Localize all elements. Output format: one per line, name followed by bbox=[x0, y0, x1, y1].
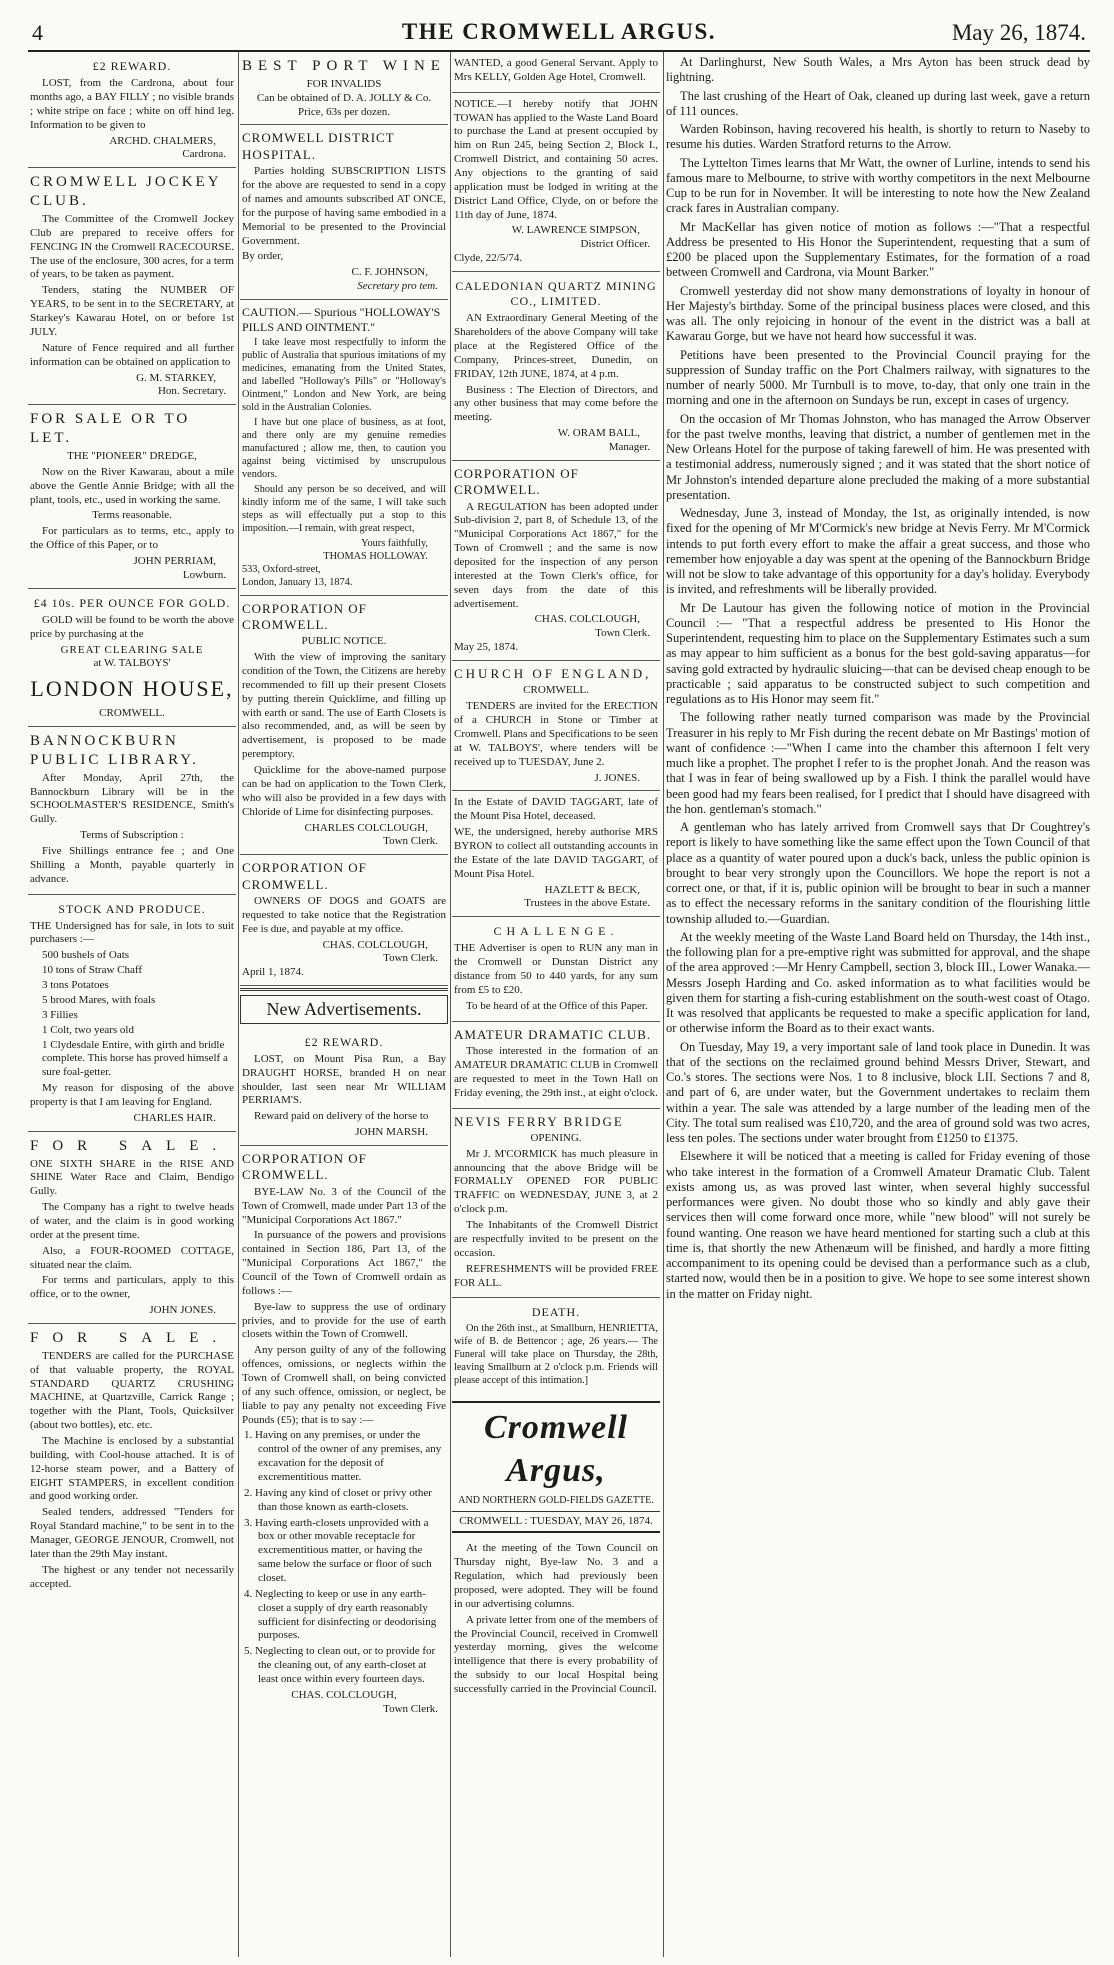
column-3 bbox=[452, 52, 660, 1957]
ad-place: Cardrona. bbox=[182, 148, 226, 161]
ad-body: In pursuance of the powers and provisions contained in Section 186, Part 13, of the "Municipal Corporations Act 1867," the Council of the Town of Cromwell ordain as follows :— bbox=[242, 1229, 446, 1297]
list-item: 500 bushels of Oats bbox=[42, 949, 130, 962]
ad-heading: CHURCH OF ENGLAND, bbox=[454, 666, 652, 682]
ad-reward-horse bbox=[240, 1028, 448, 1146]
ad-body: I have but one place of business, as at foot, and there only are my genuine remedies manufactured ; allow me, then, to caution you against being victimised by unscrupulous vendors. bbox=[242, 416, 446, 480]
ad-heading: CALEDONIAN QUARTZ MINING CO., LIMITED. bbox=[455, 279, 657, 309]
ad-signature: W. ORAM BALL, bbox=[557, 427, 640, 440]
ad-signature: JOHN PERRIAM, bbox=[133, 555, 216, 568]
ad-body: Tenders, stating the NUMBER OF YEARS, to be sent in to the SECRETARY, at Starkey's Kawarau Hotel, on or before 1st JULY. bbox=[30, 284, 234, 338]
nameplate-title: Cromwell Argus, bbox=[452, 1401, 660, 1493]
ad-jockey-club bbox=[28, 168, 236, 405]
ad-body: Business : The Election of Directors, and any other business that may come before the meeting. bbox=[454, 383, 658, 424]
list-item: 3 tons Potatoes bbox=[42, 979, 109, 992]
ad-signature: J. JONES. bbox=[594, 771, 640, 784]
list-item: 4. Neglecting to keep or use in any earth-closet a supply of dry earth reasonably sufficient for disinfecting or deodorising purposes. bbox=[244, 1587, 437, 1642]
ad-body: WANTED, a good General Servant. Apply to Mrs KELLY, Golden Age Hotel, Cromwell. bbox=[454, 57, 658, 83]
ad-regulation bbox=[452, 461, 660, 661]
ad-heading: AMATEUR DRAMATIC CLUB. bbox=[454, 1026, 652, 1042]
ad-body: Any person guilty of any of the following offences, omissions, or neglects within the Town of Cromwell shall, on being convicted of any such offence, omission, or neglect, be liable to pay any penalty not exceeding Five Pounds (£5); that is to say :— bbox=[242, 1344, 446, 1426]
news-paragraph: A gentleman who has lately arrived from Cromwell says that Dr Coughtrey's report is likely to have something like the same effect upon the Town Council of that place as a quantity of water poured upon a duck's back, unless the public opinion is brought to bear very strongly upon the Councillors. We hope the report is not a correct one, or that, if it is, public opinion will be brought to bear in such a manner as to effect the necessary reforms in the sanitary condition of the flourishing little township alluded to.—Guardian. bbox=[666, 820, 1090, 926]
news-paragraph: At the weekly meeting of the Waste Land Board held on Thursday, the 14th inst., the following plan for a pre-emptive right was submitted for approval, and the shape of the area approved :—Mr Henry Campbell, section 3, block III., Lower Wanaka.—Messrs Joseph Harding and Co. asked information as to what facilities would be given them for starting a fish-curing establishment on the south-west coast of Otago. It was resolved that applicants be requested to make a specific application for land, or otherwise inform the Board as to their exact wants. bbox=[666, 929, 1090, 1036]
ad-body: LOST, from the Cardrona, about four months ago, a BAY FILLY ; no visible brands ; white stripe on face ; white on off hind leg. Information to be given to bbox=[30, 77, 234, 131]
ad-body: Parties holding SUBSCRIPTION LISTS for the above are requested to send in a copy of names and amounts subscribed AT ONCE, for the purpose of having same embodied in a Memorial to be presented to the Provincial Government. bbox=[242, 165, 446, 247]
ad-heading: £4 10s. PER OUNCE FOR GOLD. bbox=[33, 595, 231, 610]
death-notice bbox=[452, 1298, 660, 1395]
ad-dogs-goats bbox=[240, 855, 448, 986]
ad-bannockburn-library bbox=[28, 727, 236, 895]
ad-heading: CORPORATION OF CROMWELL. bbox=[242, 600, 367, 632]
ad-body: A REGULATION has been adopted under Sub-division 2, part 8, of Schedule 13, of the "Municipal Corporations Act 1867," for the Town of Cromwell ; and the same is now deposited for the inspection of any person interested at the Town Clerk's office, for seven days from the date of this advertisement. bbox=[454, 500, 658, 610]
ad-body: For particulars as to terms, etc., apply to the Office of this Paper, or to bbox=[30, 525, 234, 552]
ad-heading: £2 REWARD. bbox=[304, 1034, 384, 1049]
ad-body: Sealed tenders, addressed "Tenders for Royal Standard machine," to be sent in to the Manager, GEORGE JENOUR, Cromwell, not later than the 29th May instant. bbox=[30, 1506, 234, 1560]
ad-body: LOST, on Mount Pisa Run, a Bay DRAUGHT HORSE, branded H on near shoulder, last seen near Mr WILLIAM PERRIAM'S. bbox=[242, 1052, 446, 1107]
ad-heading: NEVIS FERRY BRIDGE bbox=[454, 1113, 624, 1129]
ad-body: OWNERS OF DOGS and GOATS are requested to take notice that the Registration Fee is due, and payable at my office. bbox=[242, 894, 446, 935]
ad-body: NOTICE.—I hereby notify that JOHN TOWAN has applied to the Waste Land Board to purchase the Land at present occupied by him on Run 245, being Section 2, Block I., Cromwell District, and containing 50 acres. Any objections to the granting of said application must be lodged in writing at the District Land Office, Clyde, on or before the 11th day of June, 1874. bbox=[454, 97, 658, 221]
ad-body: Mr J. M'CORMICK has much pleasure in announcing that the above Bridge will be FORMALLY OPENED FOR PUBLIC TRAFFIC on WEDNESDAY, JUNE 3, at 2 o'clock p.m. bbox=[454, 1147, 658, 1216]
ad-address: 533, Oxford-street, bbox=[242, 563, 321, 575]
ad-body: REFRESHMENTS will be provided FREE FOR ALL. bbox=[454, 1262, 658, 1289]
ad-body: AN Extraordinary General Meeting of the Shareholders of the above Company will take place at the Registered Office of the Company, Princes-street, Dunedin, on FRIDAY, 12th JUNE, 1874, at 4 p.m. bbox=[454, 312, 658, 380]
ad-body: The Inhabitants of the Cromwell District are respectfully invited to be present on the occasion. bbox=[454, 1219, 658, 1259]
ad-body: With the view of improving the sanitary condition of the Town, the Citizens are hereby recommended to fill up their present Closets by putting therein Quicklime, and filling up with earth or sand. The use of Earth Closets is also recommended, and, as will be seen by advertisement, is proposed to be made peremptory. bbox=[242, 651, 446, 761]
issue-date: May 26, 1874. bbox=[951, 20, 1086, 45]
news-paragraph: Petitions have been presented to the Provincial Council praying for the suppression of Sunday traffic on the Port Chalmers railway, with signatures to the number of nearly 5000. Mr Turnbull is to move, to-day, that only one train in the morning and one in the afternoon on Sundays be run, except in cases of urgency. bbox=[666, 347, 1090, 408]
nameplate-subtitle: AND NORTHERN GOLD-FIELDS GAZETTE. bbox=[452, 1495, 660, 1512]
ad-body: THE Advertiser is open to RUN any man in the Cromwell or Dunstan District any distance from 50 to 440 yards, for any sum from £5 to £20. bbox=[454, 942, 658, 996]
news-paragraph: At the meeting of the Town Council on Thursday night, Bye-law No. 3 and a Regulation, which had previously been proposed, were adopted. They will be found in our advertising columns. bbox=[454, 1542, 658, 1610]
ad-body: My reason for disposing of the above property is that I am leaving for England. bbox=[30, 1082, 234, 1108]
dateline: CROMWELL : TUESDAY, MAY 26, 1874. bbox=[452, 1512, 660, 1534]
ad-price: Price, 63s per dozen. bbox=[298, 105, 390, 118]
news-paragraph: At Darlinghurst, New South Wales, a Mrs Ayton has been struck dead by lightning. bbox=[666, 55, 1090, 85]
news-paragraph: Mr MacKellar has given notice of motion as follows :—"That a respectful Address be presented to His Honor the Superintendent, requesting that a sum of £200 be placed upon the Supplementary Estimates, for the formation of a road between Cromwell and Cardrona, via Mount Barker." bbox=[666, 219, 1090, 280]
ad-signature: ARCHD. CHALMERS, bbox=[109, 134, 216, 147]
ad-public-notice bbox=[240, 596, 448, 856]
news-paragraph: Mr De Lautour has given the following notice of motion in the Provincial Council :— "That a respectful address be presented to His Honor the Superintendent, requesting him to place on the Supplementary Estimates such a sum as may appear to him sufficient as a bonus for the best gold-saving apparatus—for saving gold extracted by hydraulic sluicing—that can be devised cheap enough to be practicable ; said apparatus to be constructed subject to such competition and regulations as to His Honor may seem fit." bbox=[666, 600, 1090, 706]
ad-sale: GREAT CLEARING SALE bbox=[60, 643, 204, 656]
ad-signature: HAZLETT & BECK, bbox=[544, 883, 640, 896]
news-paragraph: Warden Robinson, having recovered his health, is shortly to return to Naseby to resume his duties. Warden Stratford returns to the Arrow. bbox=[666, 122, 1090, 152]
ad-heading: CHALLENGE. bbox=[493, 924, 619, 939]
ad-signature: JOHN JONES. bbox=[149, 1304, 216, 1317]
ad-body: WE, the undersigned, hereby authorise MRS BYRON to collect all outstanding accounts in the Estate of the late DAVID TAGGART, of Mount Pisa Hotel. bbox=[454, 826, 658, 880]
ad-signature: CHAS. COLCLOUGH, bbox=[322, 938, 428, 951]
ad-role: Town Clerk. bbox=[383, 952, 438, 965]
ad-body: TENDERS are invited for the ERECTION of a CHURCH in Stone or Timber at Cromwell. Plans and Specifications to be seen at W. TALBOYS', where tenders will be received up to TUESDAY, June 2. bbox=[454, 700, 658, 768]
ad-body: Nature of Fence required and all further information can be obtained on application to bbox=[30, 341, 234, 368]
ad-body: For terms and particulars, apply to this office, or to the owner, bbox=[30, 1274, 234, 1301]
ad-role: District Officer. bbox=[580, 238, 650, 251]
list-item: 1 Clydesdale Entire, with girth and bridle complete. This horse has proved himself a sure foal-getter. bbox=[42, 1038, 228, 1079]
news-paragraph: Elsewhere it will be noticed that a meeting is called for Friday evening of those who take interest in the formation of a Cromwell Amateur Dramatic Club. Talent exists among us, as was proved last winter, when several highly successful performances were given. No doubt those who so kindly and ably gave their services then will come forward once more, while "new blood" will not surely be found wanting. One reason we have heard mentioned for starting such a club at this time is, that shortly the new Athenæum will be finished, and hardly a more fitting accompaniment to its opening could be devised than a performance such as a club, started now, would then be in a position to give. We hope to see some interest shown in the matter on Friday night. bbox=[666, 1149, 1090, 1301]
news-paragraph: Cromwell yesterday did not show many demonstrations of loyalty in honour of Her Majesty's birthday. Some of the principal business places were closed, and this was all. The only rejoicing in honour of the event in the district was a ball at Kawarau Gorge, but we have not heard how successful it was. bbox=[666, 283, 1090, 344]
ad-body: The highest or any tender not necessarily accepted. bbox=[30, 1563, 234, 1590]
ad-address: London, January 13, 1874. bbox=[242, 576, 353, 588]
ad-date: May 25, 1874. bbox=[454, 641, 519, 654]
ad-subheading: FOR INVALIDS bbox=[306, 77, 382, 90]
ad-subheading: OPENING. bbox=[530, 1131, 582, 1144]
ad-reward-filly bbox=[28, 52, 236, 168]
ad-subheading: THE "PIONEER" DREDGE, bbox=[67, 450, 197, 462]
ad-signature: CHARLES COLCLOUGH, bbox=[304, 821, 428, 834]
masthead bbox=[28, 14, 1090, 52]
ad-signature: CHAS. COLCLOUGH, bbox=[534, 613, 640, 626]
ad-heading: DEATH. bbox=[531, 1305, 581, 1320]
ad-signature: CHAS. COLCLOUGH, bbox=[291, 1688, 397, 1701]
list-item: 5. Neglecting to clean out, or to provide for the cleaning out, of any earth-closet at least once within every fourteen days. bbox=[244, 1645, 436, 1686]
ad-role: Secretary pro tem. bbox=[357, 280, 438, 293]
ad-terms: Terms reasonable. bbox=[92, 509, 172, 522]
list-item: 3 Fillies bbox=[42, 1008, 78, 1021]
ad-body: The Committee of the Cromwell Jockey Club are prepared to receive offers for FENCING IN the Cromwell RACECOURSE. The use of the enclosure, 300 acres, for a term of years, to be taken as payment. bbox=[30, 213, 234, 281]
ad-subheading: CROMWELL. bbox=[523, 684, 589, 697]
ad-bylaw bbox=[240, 1146, 448, 1722]
ad-role: Hon. Secretary. bbox=[157, 385, 226, 398]
ad-heading: CORPORATION OF CROMWELL. bbox=[242, 1151, 367, 1183]
ad-signature: G. M. STARKEY, bbox=[136, 371, 216, 384]
ad-caledonian-mining bbox=[452, 272, 660, 461]
list-item: 5 brood Mares, with foals bbox=[42, 993, 156, 1006]
news-paragraph: Wednesday, June 3, instead of Monday, the 1st, as originally intended, is now fixed for the opening of Mr M'Cormick's new bridge at Nevis Ferry. Mr M'Cormick intends to put forth every effort to make the affair a great success, and those who remember how enjoyable a day was spent at the opening of the Bannockburn Bridge will not be slow to take advantage of this opportunity for a day's holiday. Everybody is invited, and refreshments will be liberally provided. bbox=[666, 506, 1090, 597]
ad-signature: W. LAWRENCE SIMPSON, bbox=[511, 224, 640, 237]
ad-body: The Company has a right to twelve heads of water, and the claim is in good working order at the present time. bbox=[30, 1201, 234, 1241]
ad-heading: FOR SALE. bbox=[30, 1137, 231, 1154]
ad-role: Town Clerk. bbox=[595, 627, 650, 640]
ad-body: TENDERS are called for the PURCHASE of that valuable property, the ROYAL STANDARD QUARTZ CRUSHING MACHINE, at Quartzville, Carrick Range ; together with the Plant, Tools, Quicksilver (about two bottles), etc. etc. bbox=[30, 1349, 234, 1432]
ad-dramatic-club bbox=[452, 1022, 660, 1109]
ad-port-wine bbox=[240, 52, 448, 125]
list-item: 1 Colt, two years old bbox=[42, 1023, 134, 1036]
stock-list bbox=[42, 949, 234, 1080]
ad-terms: Terms of Subscription : bbox=[80, 829, 184, 842]
ad-challenge bbox=[452, 917, 660, 1021]
column-2 bbox=[240, 52, 448, 1957]
ad-at: at W. TALBOYS' bbox=[93, 657, 171, 670]
ad-body: Can be obtained of D. A. JOLLY & Co. bbox=[256, 91, 432, 104]
ad-body: Should any person be so deceived, and will kindly inform me of the same, I will take such steps as will effectually put a stop to this imposition.—I remain, with great respect, bbox=[242, 483, 446, 534]
news-paragraph: On Tuesday, May 19, a very important sale of land took place in Dunedin. It was that of the sections on the reclaimed ground behind Messrs Driver, Stewart, and Co.'s stores. The sections were Nos. 1 to 8 inclusive, block LII. Sections 7 and 8, and part of 6, are under water, but the Government undertakes to reclaim them within a year. The sale was attended by a large number of the leading men of the City. The total sum realised was £10,720, and the area of ground sold was two acres, less ten poles. The sections under water brought from £1250 to £1375. bbox=[666, 1039, 1090, 1145]
ad-general-servant bbox=[452, 52, 660, 93]
ad-signature: C. F. JOHNSON, bbox=[351, 266, 428, 279]
ad-byorder: By order, bbox=[242, 250, 284, 263]
ad-store-name: LONDON HOUSE, bbox=[30, 676, 234, 702]
ad-heading: CROMWELL JOCKEY CLUB. bbox=[30, 174, 221, 210]
ad-body: Now on the River Kawarau, about a mile above the Gentle Annie Bridge; with all the plant, tools, etc., used in working the same. bbox=[30, 465, 234, 506]
column-4-news bbox=[666, 52, 1090, 1957]
ad-heading: BANNOCKBURN PUBLIC LIBRARY. bbox=[30, 732, 199, 768]
ad-signature: JOHN MARSH. bbox=[355, 1126, 428, 1139]
column-1 bbox=[28, 52, 236, 1957]
ad-heading: STOCK AND PRODUCE. bbox=[58, 901, 206, 916]
ad-role: Town Clerk. bbox=[383, 835, 438, 848]
list-item: 3. Having earth-closets unprovided with a box or other movable receptacle for excrementitious matter, or having the same below the surface or floor of such closet. bbox=[244, 1516, 432, 1585]
ad-heading: CORPORATION OF CROMWELL. bbox=[242, 860, 367, 892]
list-item: 10 tons of Straw Chaff bbox=[42, 964, 143, 977]
column-rule bbox=[450, 52, 451, 1957]
ad-place: Clyde, 22/5/74. bbox=[454, 252, 523, 265]
new-advertisements-heading: New Advertisements. bbox=[240, 995, 448, 1024]
ad-body: THE Undersigned has for sale, in lots to suit purchasers :— bbox=[30, 919, 234, 946]
ad-sale-machine bbox=[28, 1324, 236, 1599]
column-rule bbox=[238, 52, 239, 1957]
newspaper-title: THE CROMWELL ARGUS. bbox=[401, 19, 717, 44]
ad-role: Trustees in the above Estate. bbox=[524, 897, 650, 910]
ad-body: Bye-law to suppress the use of ordinary privies, and to provide for the use of earth closets within the Town of Cromwell. bbox=[242, 1300, 446, 1341]
ad-heading: CROMWELL DISTRICT HOSPITAL. bbox=[242, 130, 395, 162]
news-paragraph: The last crushing of the Heart of Oak, cleaned up during last week, gave a return of 111 ounces. bbox=[666, 88, 1090, 118]
ad-taggart-estate bbox=[452, 791, 660, 917]
ad-heading: BEST PORT WINE bbox=[242, 58, 446, 74]
ad-subheading: ONE SIXTH SHARE in the RISE AND SHINE Water Race and Claim, Bendigo Gully. bbox=[30, 1157, 234, 1198]
ad-pioneer-dredge bbox=[28, 405, 236, 589]
ad-heading: FOR SALE OR TO LET. bbox=[30, 411, 191, 447]
ad-subheading: PUBLIC NOTICE. bbox=[301, 635, 387, 648]
ad-holloway-caution bbox=[240, 300, 448, 596]
page-number: 4 bbox=[32, 20, 43, 45]
ad-body: The Machine is enclosed by a substantial building, with Cool-house attached. It is of 12-horse steam power, and a Battery of EIGHT STAMPERS, in excellent condition and good working order. bbox=[30, 1435, 234, 1503]
ad-date: April 1, 1874. bbox=[242, 966, 304, 979]
ad-heading: CORPORATION OF CROMWELL. bbox=[454, 465, 579, 498]
column-rule bbox=[663, 52, 664, 1957]
ad-gold-london-house bbox=[28, 589, 236, 727]
ad-body: Also, a FOUR-ROOMED COTTAGE, situated near the claim. bbox=[30, 1244, 234, 1271]
ad-nevis-ferry-bridge bbox=[452, 1109, 660, 1299]
ad-heading: FOR SALE. bbox=[30, 1330, 231, 1346]
ad-signature: THOMAS HOLLOWAY. bbox=[323, 550, 428, 562]
ad-body: BYE-LAW No. 3 of the Council of the Town of Cromwell, made under Part 13 of the "Municipal Corporations Act 1867." bbox=[242, 1185, 446, 1226]
news-paragraph: A private letter from one of the members of the Provincial Council, received in Cromwell yesterday morning, gives the welcome intelligence that there is every probability of the subsidy to our local Hospital being successfully carried in the Provincial Council. bbox=[454, 1613, 658, 1696]
ad-church-england bbox=[452, 661, 660, 791]
ad-signature: CHARLES HAIR. bbox=[133, 1111, 216, 1124]
ad-place: Lowburn. bbox=[182, 568, 226, 581]
ad-town: CROMWELL. bbox=[99, 707, 165, 719]
news-paragraph: The Lyttelton Times learns that Mr Watt, the owner of Lurline, intends to send his famous mare to Melbourne, to strive with worthy competitors in the next Melbourne Cup to be run for in November. It will be interesting to note how the New Zealand crack fares in Australian company. bbox=[666, 155, 1090, 216]
ad-body: In the Estate of DAVID TAGGART, late of the Mount Pisa Hotel, deceased. bbox=[454, 796, 658, 823]
ad-heading: £2 REWARD. bbox=[92, 59, 172, 73]
ad-body: I take leave most respectfully to inform the public of Australia that spurious imitations of my medicines, emanating from the United States, and labelled "Holloway's Pills" or "Holloway's Ointment," London and New York, are being sold in the Australian Colonies. bbox=[242, 337, 446, 414]
ad-stock-produce bbox=[28, 895, 236, 1132]
ad-body: Five Shillings entrance fee ; and One Shilling a Month, payable quarterly in advance. bbox=[30, 844, 234, 885]
ad-land-notice bbox=[452, 93, 660, 272]
ad-body: Those interested in the formation of an AMATEUR DRAMATIC CLUB in Cromwell are requested to meet in the Town Hall on Friday evening, the 29th inst., at eight o'clock. bbox=[454, 1045, 658, 1099]
list-item: 1. Having on any premises, or under the control of the owner of any premises, any excavation for the deposit of excrementitious matter. bbox=[244, 1429, 442, 1483]
ad-body: To be heard of at the Office of this Paper. bbox=[466, 999, 648, 1012]
news-paragraph: On the occasion of Mr Thomas Johnston, who has managed the Arrow Observer for the past twelve months, leaving that district, a number of gentlemen met in the New Orleans Hotel for the purpose of taking farewell of him. He was presented with a testimonial address, numerously signed ; and it was stated that the short notice of Mr Johnston's intended departure alone precluded the making of a more substantial presentation. bbox=[666, 411, 1090, 502]
ad-body: Reward paid on delivery of the horse to bbox=[254, 1110, 429, 1123]
section-divider bbox=[240, 988, 448, 991]
ad-district-hospital bbox=[240, 125, 448, 299]
editorial-news bbox=[452, 1537, 660, 1703]
list-item: 2. Having any kind of closet or privy other than those known as earth-closets. bbox=[244, 1486, 432, 1513]
ad-role: Town Clerk. bbox=[383, 1702, 438, 1715]
ad-role: Manager. bbox=[608, 440, 650, 453]
ad-body: GOLD will be found to be worth the above price by purchasing at the bbox=[30, 613, 234, 640]
ad-body: On the 26th inst., at Smallburn, HENRIETTA, wife of B. de Bettencor ; age, 26 years.— The Funeral will take place on Thursday, the 28th, leaving Smallburn at 2 o'clock p.m. Friends will please accept of this intimation.] bbox=[454, 1323, 658, 1387]
ad-sale-share bbox=[28, 1132, 236, 1324]
ad-heading: CAUTION.— Spurious "HOLLOWAY'S PILLS AND OINTMENT." bbox=[242, 304, 441, 335]
ad-body: After Monday, April 27th, the Bannockburn Library will be in the SCHOOLMASTER'S RESIDENCE, Smith's Gully. bbox=[30, 771, 234, 826]
ad-closing: Yours faithfully, bbox=[361, 537, 428, 549]
news-paragraph: The following rather neatly turned comparison was made by the Provincial Treasurer in his reply to Mr Fish during the recent debate on Mr Bastings' motion of want of confidence :—"When I came into the chamber this afternoon I felt very much like a prophet. The prophet I refer to is the prophet Jonah. And the reason was that I was in fear of being swallowed up by a Fish. I think the parallel would have been good had my fears been realised, for I predict that I should have disagreed with the hon. gentleman's stomach." bbox=[666, 710, 1090, 816]
ad-body: Quicklime for the above-named purpose can be had on application to the Town Clerk, who will also be provided in a few days with Chloride of Lime for disinfecting purposes. bbox=[242, 764, 446, 818]
